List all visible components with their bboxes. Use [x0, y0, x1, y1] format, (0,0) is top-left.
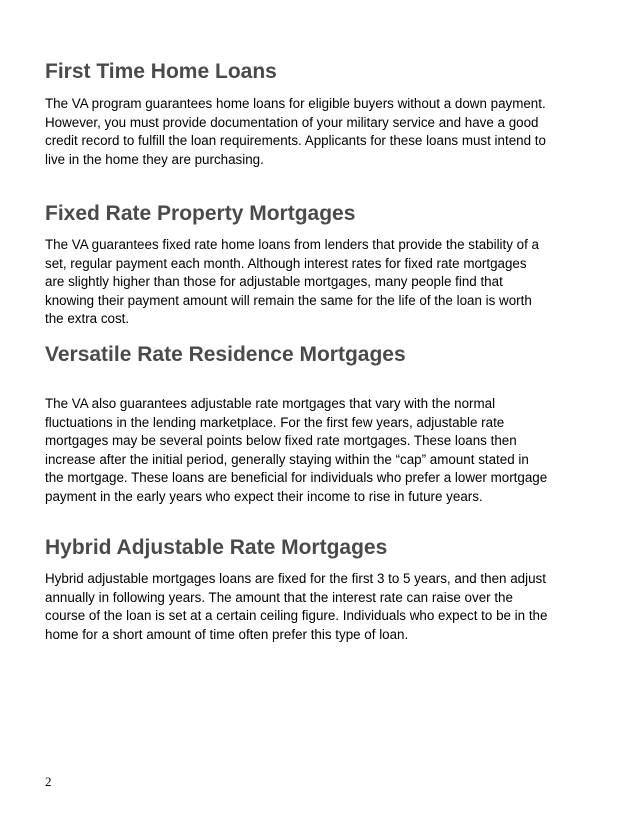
- paragraph-line: fluctuations in the lending marketplace. For the first few years, adjustable rate: [45, 414, 505, 430]
- page-number: 2: [45, 774, 52, 789]
- paragraph-line: live in the home they are purchasing.: [45, 151, 264, 167]
- section-paragraph-fixed-rate-property-mortgages: [45, 236, 605, 329]
- paragraph-line: However, you must provide documentation of your military service and have a good: [45, 114, 539, 130]
- paragraph-line: the mortgage. These loans are beneficial for individuals who prefer a lower mortgage: [45, 470, 548, 486]
- paragraph-line: credit record to fulfill the loan requirements. Applicants for these loans must intend to: [45, 133, 546, 149]
- section-heading-versatile-rate-residence-mortgages: Versatile Rate Residence Mortgages: [45, 343, 406, 366]
- paragraph-line: increase after the initial period, generally staying within the “cap” amount stated in: [45, 451, 529, 467]
- paragraph-line: payment in the early years who expect their income to rise in future years.: [45, 488, 483, 504]
- section-paragraph-first-time-home-loans: [45, 95, 605, 169]
- paragraph-line: set, regular payment each month. Although interest rates for fixed rate mortgages: [45, 255, 527, 271]
- section-paragraph-hybrid-adjustable-rate-mortgages: [45, 570, 605, 644]
- paragraph-line: home for a short amount of time often prefer this type of loan.: [45, 626, 409, 642]
- paragraph-line: The VA also guarantees adjustable rate mortgages that vary with the normal: [45, 396, 496, 411]
- paragraph-line: The VA program guarantees home loans for eligible buyers without a down payment.: [45, 96, 546, 111]
- paragraph-line: are slightly higher than those for adjustable mortgages, many people find that: [45, 274, 503, 290]
- section-heading-hybrid-adjustable-rate-mortgages: Hybrid Adjustable Rate Mortgages: [45, 536, 388, 559]
- section-heading-fixed-rate-property-mortgages: Fixed Rate Property Mortgages: [45, 202, 356, 225]
- paragraph-line: mortgages may be several points below fixed rate mortgages. These loans then: [45, 433, 517, 449]
- paragraph-line: knowing their payment amount will remain the same for the life of the loan is worth: [45, 292, 532, 308]
- paragraph-line: the extra cost.: [45, 311, 130, 327]
- section-paragraph-versatile-rate-residence-mortgages: [45, 395, 605, 507]
- paragraph-line: Hybrid adjustable mortgages loans are fixed for the first 3 to 5 years, and then adjust: [45, 571, 546, 586]
- paragraph-line: The VA guarantees fixed rate home loans from lenders that provide the stability of a: [45, 237, 539, 252]
- paragraph-line: annually in following years. The amount that the interest rate can raise over the: [45, 589, 513, 605]
- section-heading-first-time-home-loans: First Time Home Loans: [45, 60, 277, 83]
- paragraph-line: course of the loan is set at a certain ceiling figure. Individuals who expect to be in the: [45, 608, 548, 624]
